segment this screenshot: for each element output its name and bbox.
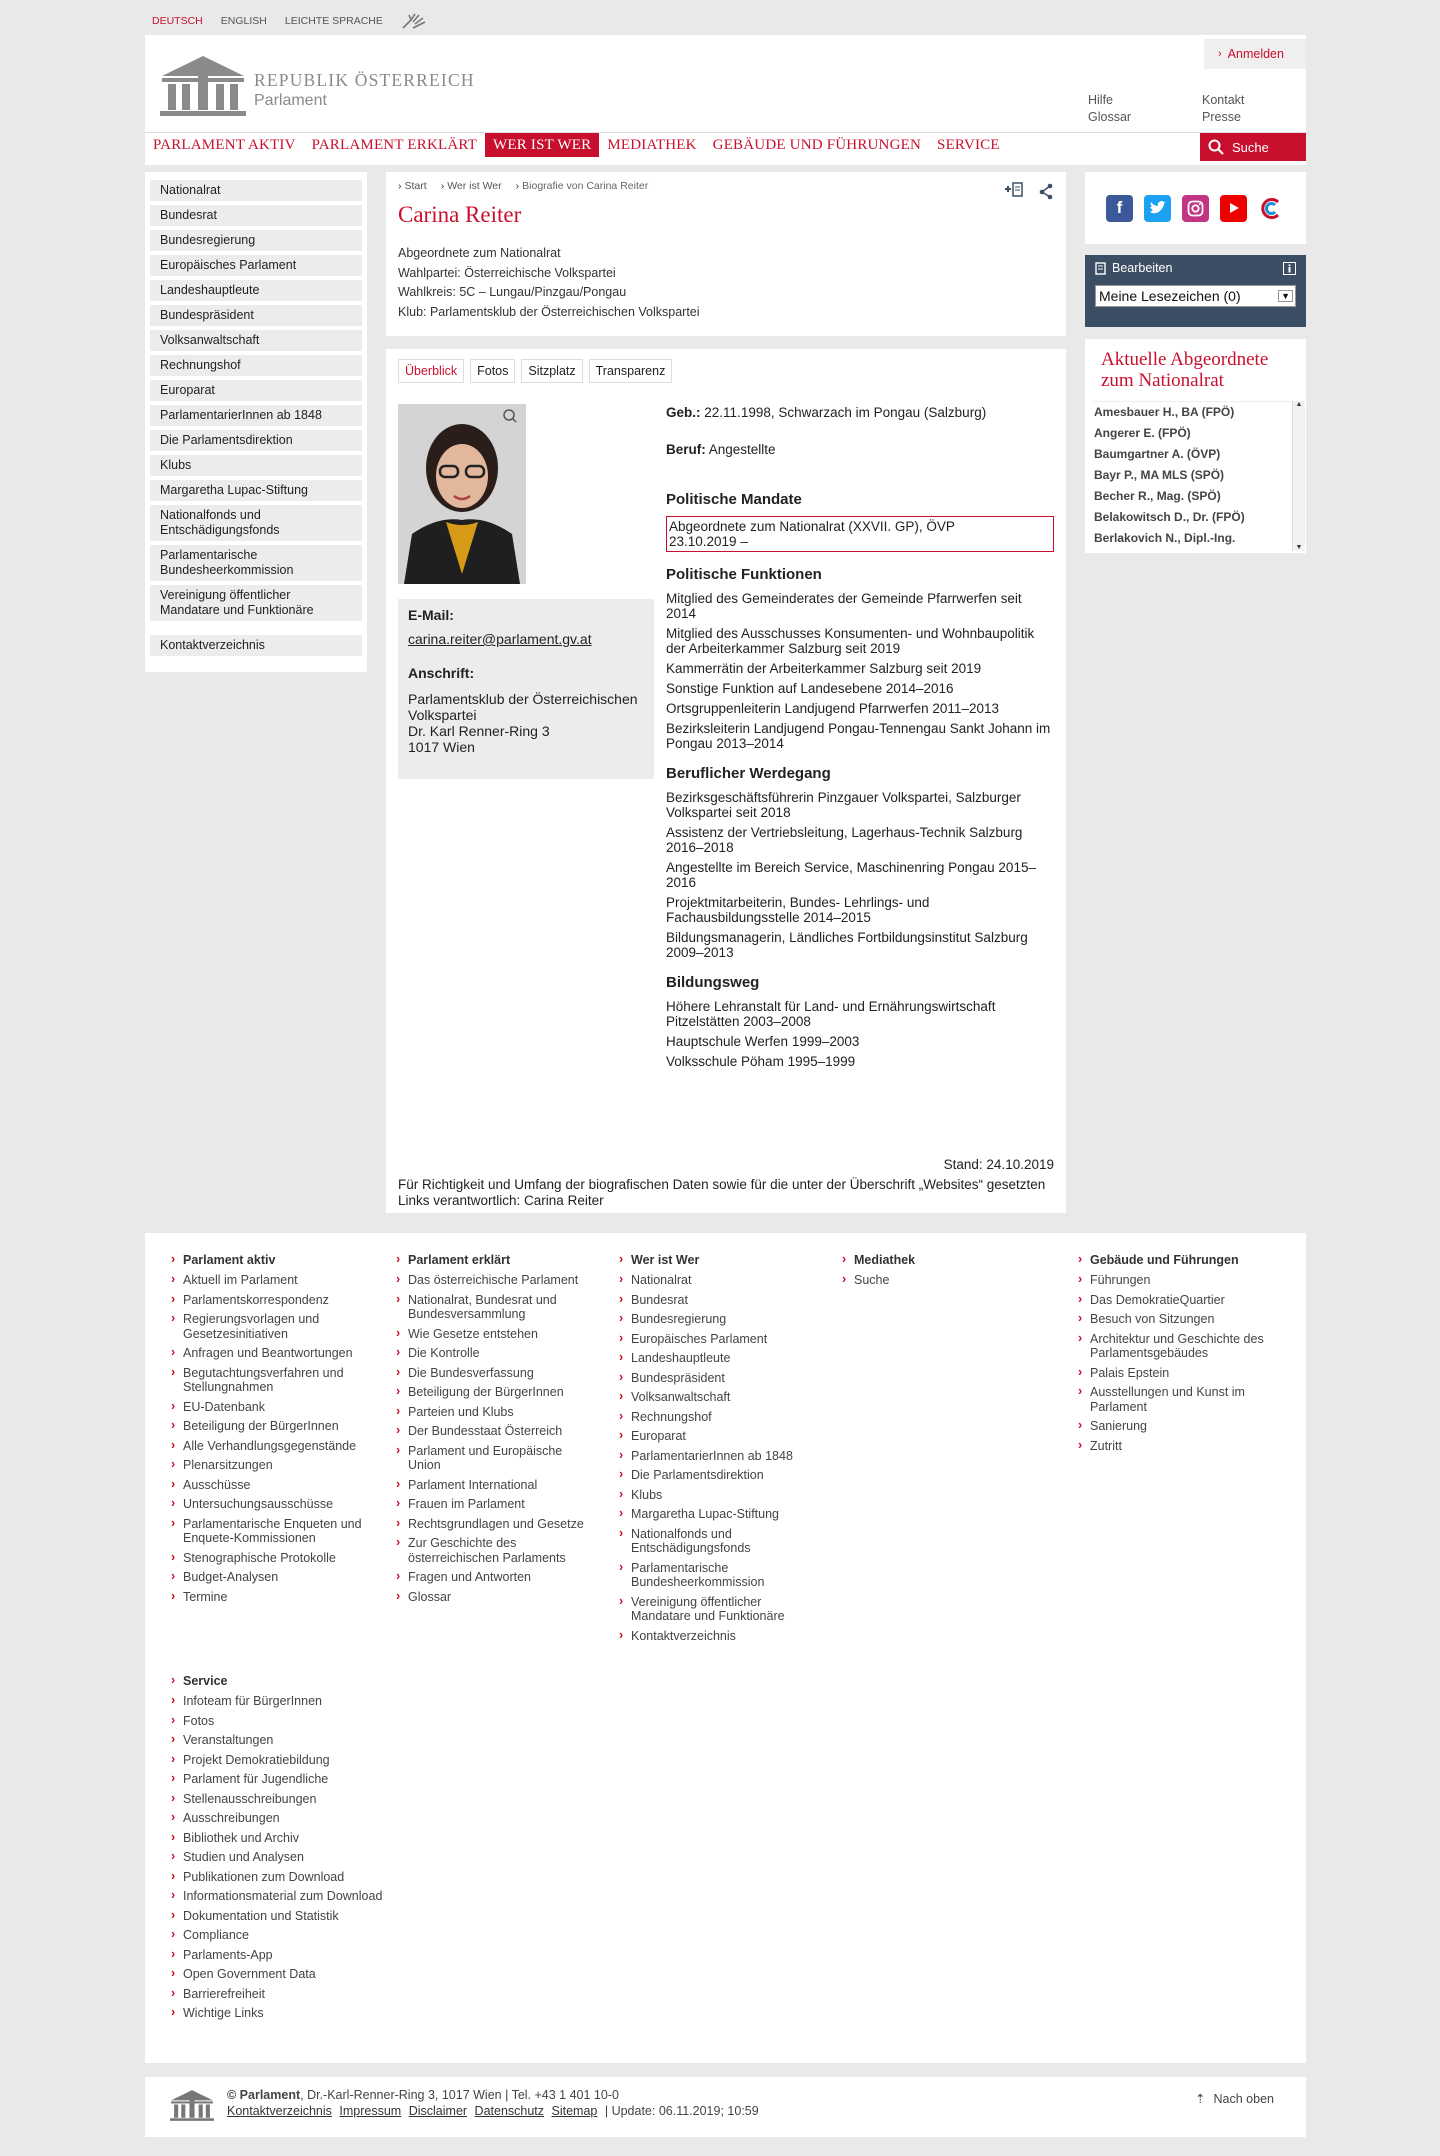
footer-link[interactable]: › Alle Verhandlungsgegenstände [169,1439,369,1454]
footer-link[interactable]: › Nationalrat, Bundesrat und Bundesversammlung [394,1293,589,1322]
main-nav [145,132,1306,157]
tab-transparenz[interactable]: Transparenz [589,359,673,383]
login-button[interactable]: › Anmelden [1204,39,1306,69]
footer-link[interactable]: › Aktuell im Parlament [169,1273,369,1288]
instagram-icon[interactable] [1182,195,1209,222]
footer-link[interactable]: › Parlamentarische Enqueten und Enquete-Kommissionen [169,1517,369,1546]
list-item: Bezirksleiterin Landjugend Pongau-Tennengau Sankt Johann im Pongau 2013–2014 [666,721,1051,751]
footer-link[interactable]: › Die Parlamentsdirektion [617,1468,807,1483]
footer-link[interactable]: › Stellenausschreibungen [169,1792,429,1807]
footer-heading[interactable]: › Service [169,1674,429,1688]
footer-col-parlament-erklaert [394,1253,589,1609]
footer-sitemap [145,1233,1306,2063]
scroll-up-icon[interactable]: ▲ [1295,401,1303,408]
header [145,35,1306,165]
breadcrumb-start[interactable]: › Start [398,180,427,192]
footer-link[interactable]: › Ausschreibungen [169,1811,429,1826]
footer-link[interactable]: › Fragen und Antworten [394,1570,589,1585]
list-item[interactable]: Bayr P., MA MLS (SPÖ) [1094,468,1225,482]
footer-link[interactable]: › Ausstellungen und Kunst im Parlament [1076,1385,1286,1414]
back-to-top-link[interactable]: ⇡ Nach oben [1195,2092,1274,2106]
section-funktionen: Politische Funktionen [666,566,822,583]
footer-link[interactable]: › Die Bundesverfassung [394,1366,589,1381]
footer-link[interactable]: › Publikationen zum Download [169,1870,429,1885]
scrollbar[interactable] [1292,401,1305,551]
mandate-box: Abgeordnete zum Nationalrat (XXVII. GP), ÖVP 23.10.2019 – [666,516,1054,552]
footer-link[interactable]: › Volksanwaltschaft [617,1390,807,1405]
footer-link[interactable]: › Open Government Data [169,1967,429,1982]
footer-link[interactable]: › Fotos [169,1714,429,1729]
sidebar-item-bundesheerkommission[interactable]: Parlamentarische Bundesheerkommission [150,545,362,581]
facebook-icon[interactable]: f [1106,195,1133,222]
footer-link[interactable]: › Anfragen und Beantwortungen [169,1346,369,1361]
list-item[interactable]: Becher R., Mag. (SPÖ) [1094,489,1221,503]
list-item: Höhere Lehranstalt für Land- und Ernährungswirtschaft Pitzelstätten 2003–2008 [666,999,996,1029]
footer-col-gebaeude [1076,1253,1286,1458]
twitter-icon[interactable] [1144,195,1171,222]
footer-heading[interactable]: › Wer ist Wer [617,1253,807,1267]
footer-link[interactable]: › Margaretha Lupac-Stiftung [617,1507,807,1522]
list-item[interactable]: Angerer E. (FPÖ) [1094,426,1191,440]
copyright: © Parlament, Dr.-Karl-Renner-Ring 3, 1017 Wien | Tel. +43 1 401 10-0 Kontaktverzeichnis Impressum Disclaimer Datenschutz Sitemap | Update: 06.11.2019; 10:59 [227,2088,759,2118]
footer-link[interactable]: › Bibliothek und Archiv [169,1831,429,1846]
page-title: Carina Reiter [398,202,522,227]
help-link[interactable]: Hilfe [1088,93,1114,107]
footer-link[interactable]: › Untersuchungsausschüsse [169,1497,369,1512]
section-mandate: Politische Mandate [666,491,802,508]
bookmarks-select[interactable]: Meine Lesezeichen (0) ▼ [1095,285,1296,307]
birth-info: Geb.: 22.11.1998, Schwarzach im Pongau (Salzburg) [666,405,987,420]
address-line: Parlamentsklub der Österreichischen Volkspartei [408,691,638,723]
footer-col-service [169,1674,429,2026]
sidebar-item-nationalrat[interactable]: Nationalrat [150,180,362,201]
person-header-card [386,172,1066,336]
footer-link[interactable]: › Parlament International [394,1478,589,1493]
footer-link[interactable]: › Termine [169,1590,369,1605]
footer-link[interactable]: › Bundespräsident [617,1371,807,1386]
list-item: Mitglied des Gemeinderates der Gemeinde Pfarrwerfen seit 2014 [666,591,1022,621]
footer-link[interactable]: › Besuch von Sitzungen [1076,1312,1286,1327]
nav-wer-ist-wer[interactable]: WER IST WER [485,133,599,157]
parliament-logo-icon [158,54,248,116]
portrait-photo[interactable] [398,404,526,584]
list-item: Volksschule Pöham 1995–1999 [666,1054,856,1069]
meta-klub: Klub: Parlamentsklub der Österreichischen Volkspartei [398,304,700,319]
kontakt-link[interactable]: Kontakt [1202,93,1245,107]
footer-link[interactable]: › Dokumentation und Statistik [169,1909,429,1924]
youtube-icon[interactable] [1220,195,1247,222]
footer-link[interactable]: › Klubs [617,1488,807,1503]
footer-link[interactable]: › Nationalrat [617,1273,807,1288]
footer-link[interactable]: › Parlament und Europäische Union [394,1444,589,1473]
profession-info: Beruf: Angestellte [666,442,776,457]
meta-wahlkreis: Wahlkreis: 5C – Lungau/Pinzgau/Pongau [398,285,627,299]
footer-link[interactable]: › Führungen [1076,1273,1286,1288]
tab-ueberblick[interactable]: Überblick [398,359,464,383]
footer-link[interactable]: › Europarat [617,1429,807,1444]
footer-link[interactable]: › Vereinigung öffentlicher Mandatare und Funktionäre [617,1595,807,1624]
list-item[interactable]: Amesbauer H., BA (FPÖ) [1094,405,1235,419]
footer-link[interactable]: › Beteiligung der BürgerInnen [169,1419,369,1434]
list-item: Sonstige Funktion auf Landesebene 2014–2016 [666,681,954,696]
footer-link[interactable]: › Parlaments-App [169,1948,429,1963]
sidebar-item-nationalfonds[interactable]: Nationalfonds und Entschädigungsfonds [150,505,362,541]
sidebar-item-bundespraesident[interactable]: Bundespräsident [150,305,362,326]
sidebar-item-klubs[interactable]: Klubs [150,455,362,476]
footer-link[interactable]: › EU-Datenbank [169,1400,369,1415]
footer-link[interactable]: › Rechtsgrundlagen und Gesetze [394,1517,589,1532]
tab-sitzplatz[interactable]: Sitzplatz [521,359,582,383]
sidebar-item-vereinigung[interactable]: Vereinigung öffentlicher Mandatare und Funktionäre [150,585,362,621]
footer-link[interactable]: › Bundesrat [617,1293,807,1308]
sidebar-item-parlamentarierinnen[interactable]: ParlamentarierInnen ab 1848 [150,405,362,426]
footer-link[interactable]: › Kontaktverzeichnis [617,1629,807,1644]
list-item: Mitglied des Ausschusses Konsumenten- und Wohnbaupolitik der Arbeiterkammer Salzburg seit 2019 [666,626,1035,656]
list-item: Bildungsmanagerin, Ländliches Fortbildungsinstitut Salzburg 2009–2013 [666,930,1028,960]
footer-link[interactable]: › Suche [840,1273,1030,1288]
footer-heading[interactable]: › Parlament erklärt [394,1253,589,1267]
list-item: Ortsgruppenleiterin Landjugend Pfarrwerfen 2011–2013 [666,701,999,716]
meta-party: Wahlpartei: Österreichische Volkspartei [398,265,616,280]
presse-link[interactable]: Presse [1202,110,1241,124]
sidebar-item-bundesrat[interactable]: Bundesrat [150,205,362,226]
footer-link[interactable]: › Der Bundesstaat Österreich [394,1424,589,1439]
search-icon [1208,139,1224,155]
info-icon[interactable] [1283,262,1296,275]
footer-col-parlament-aktiv [169,1253,369,1609]
logo[interactable] [158,54,475,116]
glossar-link[interactable]: Glossar [1088,110,1132,124]
footer-link[interactable]: › Parlamentskorrespondenz [169,1293,369,1308]
contact-box [398,599,654,779]
footer-link[interactable]: › Barrierefreiheit [169,1987,429,2002]
sidebar-item-europarat[interactable]: Europarat [150,380,362,401]
footer-link[interactable]: › Ausschüsse [169,1478,369,1493]
social-links [1085,172,1306,244]
tab-fotos[interactable]: Fotos [470,359,515,383]
stand-date: Stand: 24.10.2019 [943,1157,1054,1172]
footer-disclaimer-link[interactable]: Disclaimer [408,2104,468,2118]
list-item[interactable]: Baumgartner A. (ÖVP) [1094,447,1221,461]
footer-link[interactable]: › Zur Geschichte des österreichischen Parlaments [394,1536,589,1565]
breadcrumb-wer-ist-wer[interactable]: › Wer ist Wer [441,180,502,192]
sidebar-item-parlamentsdirektion[interactable]: Die Parlamentsdirektion [150,430,362,451]
list-item[interactable]: Berlakovich N., Dipl.-Ing. [1094,531,1236,545]
tabs [398,359,1054,383]
breadcrumb-current: › Biografie von Carina Reiter [516,180,649,192]
footer-link[interactable]: › Parteien und Klubs [394,1405,589,1420]
section-bildung: Bildungsweg [666,974,760,991]
footer-link[interactable]: › Wichtige Links [169,2006,429,2021]
podcast-icon[interactable] [1258,195,1285,222]
footer-datenschutz-link[interactable]: Datenschutz [474,2104,545,2118]
footer-link[interactable]: › Palais Epstein [1076,1366,1286,1381]
footer-kontaktverzeichnis-link[interactable]: Kontaktverzeichnis [227,2104,332,2118]
footer-link[interactable]: › Beteiligung der BürgerInnen [394,1385,589,1400]
footer-heading[interactable]: › Mediathek [840,1253,1030,1267]
language-bar [152,12,427,30]
portrait-image [398,404,526,584]
bookmarks-panel [1085,255,1306,327]
footer-bottom [145,2077,1306,2137]
footer-link[interactable]: › Plenarsitzungen [169,1458,369,1473]
footer-heading[interactable]: › Gebäude und Führungen [1076,1253,1286,1267]
footer-link[interactable]: › Studien und Analysen [169,1850,429,1865]
sidebar-item-kontaktverzeichnis[interactable]: Kontaktverzeichnis [150,635,362,656]
update-date: | Update: 06.11.2019; 10:59 [604,2104,759,2118]
address-label: Anschrift: [408,665,475,681]
footer-link[interactable]: › Veranstaltungen [169,1733,429,1748]
arrow-up-icon: ⇡ [1195,2092,1206,2106]
list-item: Hauptschule Werfen 1999–2003 [666,1034,860,1049]
nav-gebaeude[interactable]: GEBÄUDE UND FÜHRUNGEN [712,136,922,153]
nav-parlament-erklaert[interactable]: PARLAMENT ERKLÄRT [311,136,478,153]
sign-language-icon[interactable] [401,12,427,30]
footer-link[interactable]: › Bundesregierung [617,1312,807,1327]
lang-leichte-sprache[interactable]: LEICHTE SPRACHE [284,15,383,27]
footer-link[interactable]: › Architektur und Geschichte des Parlamentsgebäudes [1076,1332,1286,1361]
footer-link[interactable]: › Parlament für Jugendliche [169,1772,429,1787]
footer-link[interactable]: › Infoteam für BürgerInnen [169,1694,429,1709]
lang-english[interactable]: ENGLISH [220,15,267,27]
biography-card [386,349,1066,1213]
email-link[interactable]: carina.reiter@parlament.gv.at [408,631,592,647]
footer-link[interactable]: › Compliance [169,1928,429,1943]
logo-title: REPUBLIK ÖSTERREICH [254,70,475,90]
footer-link[interactable]: › Das österreichische Parlament [394,1273,589,1288]
edit-link[interactable]: Bearbeiten [1112,261,1173,275]
share-icon[interactable] [1038,182,1054,200]
address-line: 1017 Wien [408,739,475,755]
logo-subtitle: Parlament [254,92,327,109]
footer-link[interactable]: › ParlamentarierInnen ab 1848 [617,1449,807,1464]
address-line: Dr. Karl Renner-Ring 3 [408,723,550,739]
section-werdegang: Beruflicher Werdegang [666,765,831,782]
bookmark-add-icon[interactable] [1004,182,1024,200]
bookmark-icon [1095,262,1106,275]
sidebar-item-landeshauptleute[interactable]: Landeshauptleute [150,280,362,301]
footer-link[interactable]: › Parlamentarische Bundesheerkommission [617,1561,807,1590]
meta-role: Abgeordnete zum Nationalrat [398,246,561,260]
footer-link[interactable]: › Europäisches Parlament [617,1332,807,1347]
scroll-down-icon[interactable]: ▼ [1295,544,1303,551]
footer-link[interactable]: › Glossar [394,1590,589,1605]
list-item[interactable]: Belakowitsch D., Dr. (FPÖ) [1094,510,1245,524]
sidebar-item-lupac-stiftung[interactable]: Margaretha Lupac-Stiftung [150,480,362,501]
nav-service[interactable]: SERVICE [937,136,1000,153]
footer-link[interactable]: › Regierungsvorlagen und Gesetzesinitiativen [169,1312,369,1341]
footer-link[interactable]: › Die Kontrolle [394,1346,589,1361]
sidebar-item-rechnungshof[interactable]: Rechnungshof [150,355,362,376]
footer-link[interactable]: › Nationalfonds und Entschädigungsfonds [617,1527,807,1556]
mp-list [1093,401,1298,551]
footer-link[interactable]: › Das DemokratieQuartier [1076,1293,1286,1308]
footer-link[interactable]: › Budget-Analysen [169,1570,369,1585]
sidebar-item-eu-parlament[interactable]: Europäisches Parlament [150,255,362,276]
footer-link[interactable]: › Wie Gesetze entstehen [394,1327,589,1342]
nav-mediathek[interactable]: MEDIATHEK [607,136,697,153]
parliament-logo-icon[interactable] [169,2089,215,2121]
sidebar-item-bundesregierung[interactable]: Bundesregierung [150,230,362,251]
biography-details [666,405,1054,1074]
footer-link[interactable]: › Stenographische Protokolle [169,1551,369,1566]
footer-sitemap-link[interactable]: Sitemap [551,2104,598,2118]
footer-col-mediathek [840,1253,1030,1293]
chevron-down-icon: ▼ [1278,290,1293,302]
footer-heading[interactable]: › Parlament aktiv [169,1253,369,1267]
sidebar [145,172,367,672]
search-button[interactable]: Suche [1200,133,1306,161]
list-item: Assistenz der Vertriebsleitung, Lagerhaus-Technik Salzburg 2016–2018 [666,825,1023,855]
current-mps-widget [1085,339,1306,553]
footer-link[interactable]: › Informationsmaterial zum Download [169,1889,429,1904]
list-item: Projektmitarbeiterin, Bundes- Lehrlings- und Fachausbildungsstelle 2014–2015 [666,895,930,925]
footer-link[interactable]: › Begutachtungsverfahren und Stellungnahmen [169,1366,369,1395]
list-item: Kammerrätin der Arbeiterkammer Salzburg seit 2019 [666,661,982,676]
footer-link[interactable]: › Zutritt [1076,1439,1286,1454]
footer-link[interactable]: › Landeshauptleute [617,1351,807,1366]
email-label: E-Mail: [408,607,454,623]
widget-title: Aktuelle Abgeordnete zum Nationalrat [1101,349,1269,391]
footer-col-wer-ist-wer [617,1253,807,1648]
lang-deutsch[interactable]: DEUTSCH [152,15,203,27]
footer-impressum-link[interactable]: Impressum [339,2104,402,2118]
footer-link[interactable]: › Projekt Demokratiebildung [169,1753,429,1768]
footer-link[interactable]: › Rechnungshof [617,1410,807,1425]
disclaimer: Für Richtigkeit und Umfang der biografischen Daten sowie für die unter der Überschrift „Websites“ gesetzten Links verantwortlich: Carina Reiter [398,1177,1046,1208]
list-item: Angestellte im Bereich Service, Maschinenring Pongau 2015–2016 [666,860,1036,890]
chevron-right-icon: › [1218,48,1222,60]
nav-parlament-aktiv[interactable]: PARLAMENT AKTIV [153,136,296,153]
list-item: Bezirksgeschäftsführerin Pinzgauer Volkspartei, Salzburger Volkspartei seit 2018 [666,790,1021,820]
breadcrumb [398,180,1054,192]
sidebar-item-volksanwaltschaft[interactable]: Volksanwaltschaft [150,330,362,351]
footer-link[interactable]: › Sanierung [1076,1419,1286,1434]
footer-link[interactable]: › Frauen im Parlament [394,1497,589,1512]
